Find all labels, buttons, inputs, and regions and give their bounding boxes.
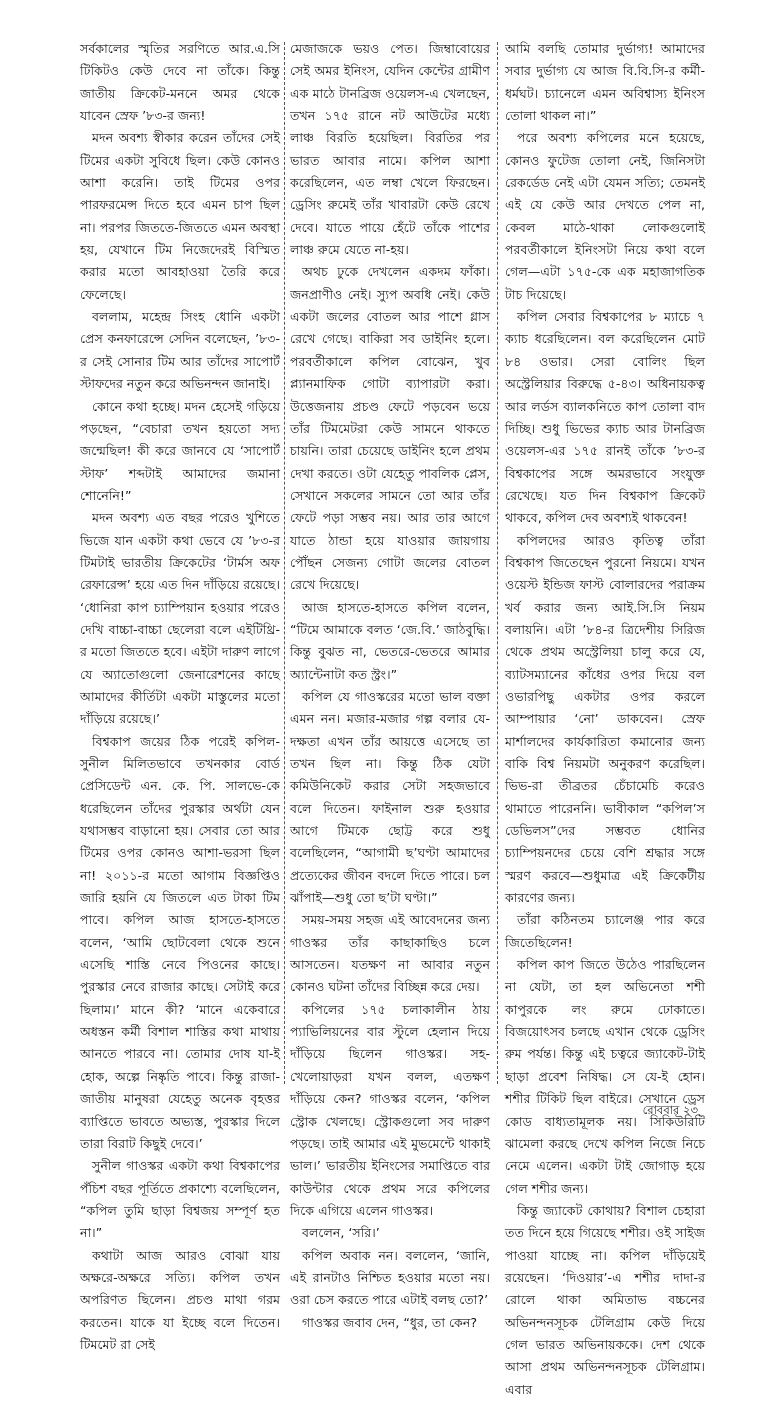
article-paragraph: বললাম, মহেন্দ্র সিংহ ধোনি একটা প্রেস কনফারেন্সে সেদিন বলেছেন, ’৮৩-র সেই সোনার টিম আর তাঁদের সাপোর্ট স্টাফদের নতুন করে অভিনন্দন জানাই।: [80, 309, 280, 392]
page-footer: রোববার ২৩: [642, 1103, 698, 1117]
article-paragraph: কপিলদের আরও কৃতিত্ব তাঁরা বিশ্বকাপ জিতেছেন পুরনো নিয়মে। যখন ওয়েস্ট ইন্ডিজ ফাস্ট বোলারদের পরাক্রম খর্ব করার জন্য আই.সি.সি নিয়ম বলায়নি। এটা ’৮৪-র ত্রিদেশীয় সিরিজ থেকে প্রথম অস্ট্রেলিয়া চালু করে যে, ব্যাটসম্যানের কাঁধের ওপর দিয়ে বল ওভারপিছু একটার ওপর করলে আম্পায়ার ‘নো’ ডাকবেন। স্রেফ মার্শালদের কার্যকারিতা কমানোর জন্য বাকি বিশ্ব নিয়মটা অনুকরণ করেছিল। ভিভ-রা তীব্রতর চেঁচামেচি করেও থামাতে পারেননি। ভাবীকাল “কপিল’স ডেভিলস”দের সম্ভবত ধোনির চ্যাম্পিয়নদের চেয়ে বেশি শ্রদ্ধার সঙ্গে স্মরণ করবে—শুধুমাত্র এই ক্রিকেটীয় কারণের জন্য।: [505, 532, 705, 906]
article-paragraph: আজ হাসতে-হাসতে কপিল বলেন, “টিমে আমাকে বলত ‘জে.বি.’ জাঠবুদ্ধি। কিন্তু বুঝত না, ভেতরে-ভেতরে আমার অ্যান্টেনাটা কত স্ট্রং।”: [290, 599, 490, 682]
text-column-1: [80, 38, 280, 1352]
article-paragraph: পরে অবশ্য কপিলের মনে হয়েছে, কোনও ফুটেজ তোলা নেই, জিনিসটা রেকর্ডেড নেই এটা যেমন সত্যি; তেমনই এই যে কেউ আর দেখতে পেল না, কেবল মাঠে-থাকা লোকগুলোই পরবর্তীকালে ইনিংসটা নিয়ে কথা বলে গেল—এটা ১৭৫-কে এক মহাজাগতিক টাচ দিয়েছে।: [505, 130, 705, 302]
article-paragraph: গাওস্কর জবাব দেন, “ধুর, তা কেন?: [302, 1314, 478, 1330]
article-paragraph: কপিল অবাক নন। বললেন, ‘জানি, এই রানটাও নিশ্চিত হওয়ার মতো নয়। ওরা চেস করতে পারে এটাই বলছ তো?’: [290, 1247, 490, 1308]
article-paragraph: কোনে কথা হচ্ছে। মদন হেসেই গড়িয়ে পড়ছেন, “বেচারা তখন হয়তো সদ্য জন্মেছিল! কী করে জানবে যে ‘সাপোর্ট স্টাফ’ শব্দটাই আমাদের জমানা শোনেনি!”: [80, 398, 280, 503]
article-paragraph: তাঁরা কঠিনতম চ্যালেঞ্জ পার করে জিতেছিলেন!: [505, 912, 705, 950]
article-paragraph: কপিল সেবার বিশ্বকাপের ৮ ম্যাচে ৭ ক্যাচ ধরেছিলেন। বল করেছিলেন মোট ৮৪ ওভার। সেরা বোলিং ছিল অস্ট্রেলিয়ার বিরুদ্ধে ৫-৪৩। অধিনায়কত্ব আর লর্ডস ব্যালকনিতে কাপ তোলা বাদ দিচ্ছি। শুধু ভিভের ক্যাচ আর টানব্রিজ ওয়েলস-এর ১৭৫ রানই তাঁকে ’৮৩-র বিশ্বকাপের সঙ্গে অমরভাবে সংযুক্ত রেখেছে। যত দিন বিশ্বকাপ ক্রিকেট থাকবে, কপিল দেব অবশ্যই থাকবেন!: [505, 309, 705, 526]
article-paragraph: সুনীল গাওস্কর একটা কথা বিশ্বকাপের পঁচিশ বছর পূর্তিতে প্রকাশ্যে বলেছিলেন, “কপিল তুমি ছাড়া বিশ্বজয় সম্পূর্ণ হত না।”: [80, 1158, 280, 1241]
article-paragraph: মদন অবশ্য স্বীকার করেন তাঁদের সেই টিমের একটা সুবিধে ছিল। কেউ কোনও আশা করেনি। তাই টিমের ওপর পারফরমেন্স দিতে হবে এমন চাপ ছিল না। পরপর জিততে-জিততে এমন অবস্থা হয়, যেখানে টিম নিজেদেরই বিস্মিত করার মতো আবহাওয়া তৈরি করে ফেলেছে।: [80, 130, 280, 302]
article-paragraph: অথচ ঢুকে দেখলেন একদম ফাঁকা। জনপ্রাণীও নেই। স্যুপ অবধি নেই। কেউ একটা জলের বোতল আর পাশে গ্লাস রেখে গেছে। বাকিরা সব ডাইনিং হলে। পরবর্তীকালে কপিল বোঝেন, খুব প্ল্যানমাফিক গোটা ব্যাপারটা করা। উত্তেজনায় প্রচণ্ড ফেটে পড়বেন ভয়ে তাঁর টিমমেটরা কেউ সামনে থাকতে চায়নি। তারা চেয়েছে ডাইনিং হলে প্রথম দেখা করতে। ওটা যেহেতু পাবলিক প্লেস, সেখানে সকলের সামনে তো আর তাঁর ফেটে পড়া সম্ভব নয়। আর তার আগে যাতে ঠান্ডা হয়ে যাওয়ার জায়গায় পৌঁছন সেজন্য গোটা জলের বোতল রেখে দিয়েছে।: [290, 264, 490, 593]
article-paragraph: সর্বকালের স্মৃতির সরণিতে আর.এ.সি টিকিটও কেউ দেবে না তাঁকে। কিন্তু জাতীয় ক্রিকেট-মননে অমর থেকে যাবেন স্রেফ ’৮৩-র জন্য!: [80, 41, 280, 124]
article-paragraph: বিশ্বকাপ জয়ের ঠিক পরেই কপিল-সুনীল মিলিতভাবে তখনকার বোর্ড প্রেসিডেন্ট এন. কে. পি. সালভে-কে ধরেছিলেন তাঁদের পুরস্কার অর্থটা যেন যথাসম্ভব বাড়ানো হয়। সেবার তো আর টিমের ওপর কোনও আশা-ভরসা ছিল না! ২০১১-র মতো আগাম বিজ্ঞপ্তিও জারি হয়নি যে জিতলে এত টাকা টিম পাবে। কপিল আজ হাসতে-হাসতে বলেন, ‘আমি ছোটবেলা থেকে শুনে এসেছি শাস্তি নেবে পিওনের কাছে। পুরস্কার নেবে রাজার কাছে। সেটাই করে ছিলাম।’ মানে কী? ‘মানে একেবারে অধস্তন কর্মী বিশাল শাস্তির কথা মাথায় আনতে পারবে না। তোমার দোষ যা-ই হোক, অল্পে নিষ্কৃতি পাবে। কিন্তু রাজা-জাতীয় মানুষরা যেহেতু অনেক বৃহত্তর ব্যাপ্তিতে ভাবতে অভ্যস্ত, পুরস্কার দিলে তারা বিরাট কিছুই দেবে।’: [80, 733, 280, 1151]
article-paragraph: বললেন, ‘সরি।’: [302, 1225, 380, 1241]
article-paragraph: সময়-সময় সহজ এই আবেদনের জন্য গাওস্কর তাঁর কাছাকাছিও চলে আসতেন। যতক্ষণ না আবার নতুন কোনও ঘটনা তাঁদের বিচ্ছিন্ন করে দেয়।: [290, 912, 490, 995]
column-divider: [497, 42, 498, 1084]
article-paragraph: কপিল যে গাওস্করের মতো ভাল বক্তা এমন নন। মজার-মজার গল্প বলার যে-দক্ষতা এখন তাঁর আয়ত্তে এসেছে তা তখন ছিল না। কিন্তু ঠিক যেটা কমিউনিকেট করার সেটা সহজভাবে বলে দিতেন। ফাইনাল শুরু হওয়ার আগে টিমকে ছোট্ট করে শুধু বলেছিলেন, “আগামী ছ’ঘণ্টা আমাদের প্রত্যেকের জীবন বদলে দিতে পারে। চল ঝাঁপাই—শুধু তো ছ’টা ঘণ্টা।”: [290, 688, 490, 906]
text-column-2: [290, 38, 490, 1330]
article-paragraph: কথাটা আজ আরও বোঝা যায় অক্ষরে-অক্ষরে সত্যি। কপিল তখন অপরিণত ছিলেন। প্রচণ্ড মাথা গরম করতেন। যাকে যা ইচ্ছে বলে দিতেন। টিমমেট রা সেই: [80, 1247, 280, 1352]
article-paragraph: কিন্তু জ্যাকেট কোথায়? বিশাল চেহারা তত দিনে হয়ে গিয়েছে শশীর। ওই সাইজ পাওয়া যাচ্ছে না। কপিল দাঁড়িয়েই রয়েছেন। ‘দিওয়ার’-এ শশীর দাদা-র রোলে থাকা অমিতাভ বচ্চনের অভিনন্দনসূচক টেলিগ্রাম কেউ দিয়ে গেল ভারত অভিনায়ককে। দেশ থেকে আসা প্রথম অভিনন্দনসূচক টেলিগ্রাম। এবার: [505, 1202, 705, 1397]
article-paragraph: কপিলের ১৭৫ চলাকালীন ঠায় প্যাভিলিয়নের বার স্টুলে হেলান দিয়ে দাঁড়িয়ে ছিলেন গাওস্কর। সহ-খেলোয়াড়রা যখন বলল, এতক্ষণ দাঁড়িয়ে কেন? গাওস্কর বলেন, ‘কপিল স্ট্রোক খেলছে। স্ট্রোকগুলো সব দারুণ পড়ছে। তাই আমার এই মুভমেন্টে থাকাই ভাল।’ ভারতীয় ইনিংসের সমাপ্তিতে বার কাউন্টার থেকে প্রথম সরে কপিলের দিকে এগিয়ে এলেন গাওস্কর।: [290, 1001, 490, 1218]
article-paragraph: কপিল কাপ জিতে উঠেও পারছিলেন না যেটা, তা হল অভিনেতা শশী কাপুরকে লং রুমে ঢোকাতে। বিজয়োৎসব চলছে এখান থেকে ড্রেসিং রুম পর্যন্ত। কিন্তু এই চত্বরে জ্যাকেট-টাই ছাড়া প্রবেশ নিষিদ্ধ। সে যে-ই হোন। শশীর টিকিট ছিল বাইরে। সেখানে ড্রেস কোড বাধ্যতামূলক নয়। সিকিউরিটি ঝামেলা করছে দেখে কপিল নিজে নিচে নেমে এলেন। একটা টাই জোগাড় হয়ে গেল শশীর জন্য।: [505, 957, 705, 1196]
article-paragraph: মদন অবশ্য এত বছর পরেও খুশিতে ভিজে যান একটা কথা ভেবে যে ’৮৩-র টিমটাই ভারতীয় ক্রিকেটের ‘টার্মস অফ রেফারেন্স’ হয়ে এত দিন দাঁড়িয়ে রয়েছে। ‘ধোনিরা কাপ চ্যাম্পিয়ান হওয়ার পরেও দেখি বাচ্চা-বাচ্চা ছেলেরা বলে এইটিথ্রি-র মতো জিততে হবে। এইটা দারুণ লাগে যে অ্যাতোগুলো জেনারেশনের কাছে আমাদের কীর্তিটা একটা মাস্তুলের মতো দাঁড়িয়ে রয়েছে।’: [80, 510, 280, 727]
article-paragraph: আমি বলছি তোমার দুর্ভাগ্য! আমাদের সবার দুর্ভাগ্য যে আজ বি.বি.সি-র কর্মী-ধর্মঘট। চ্যানেলে এমন অবিশ্বাস্য ইনিংস তোলা থাকল না।”: [505, 41, 705, 124]
column-divider: [284, 42, 285, 1084]
article-paragraph: মেজাজকে ভয়ও পেত। জিম্বাবোয়ের সেই অমর ইনিংস, যেদিন কেন্টের গ্রামীণ এক মাঠে টানব্রিজ ওয়েলস-এ খেলছেন, তখন ১৭৫ রানে নট আউটের মধ্যে লাঞ্চ বিরতি হয়েছিল। বিরতির পর ভারত আবার নামে। কপিল আশা করেছিলেন, এত লম্বা খেলে ফিরছেন। ড্রেসিং রুমেই তাঁর খাবারটা কেউ রেখে দেবে। যাতে পায়ে হেঁটে তাঁকে পাশের লাঞ্চ রুমে যেতে না-হয়।: [290, 41, 490, 258]
